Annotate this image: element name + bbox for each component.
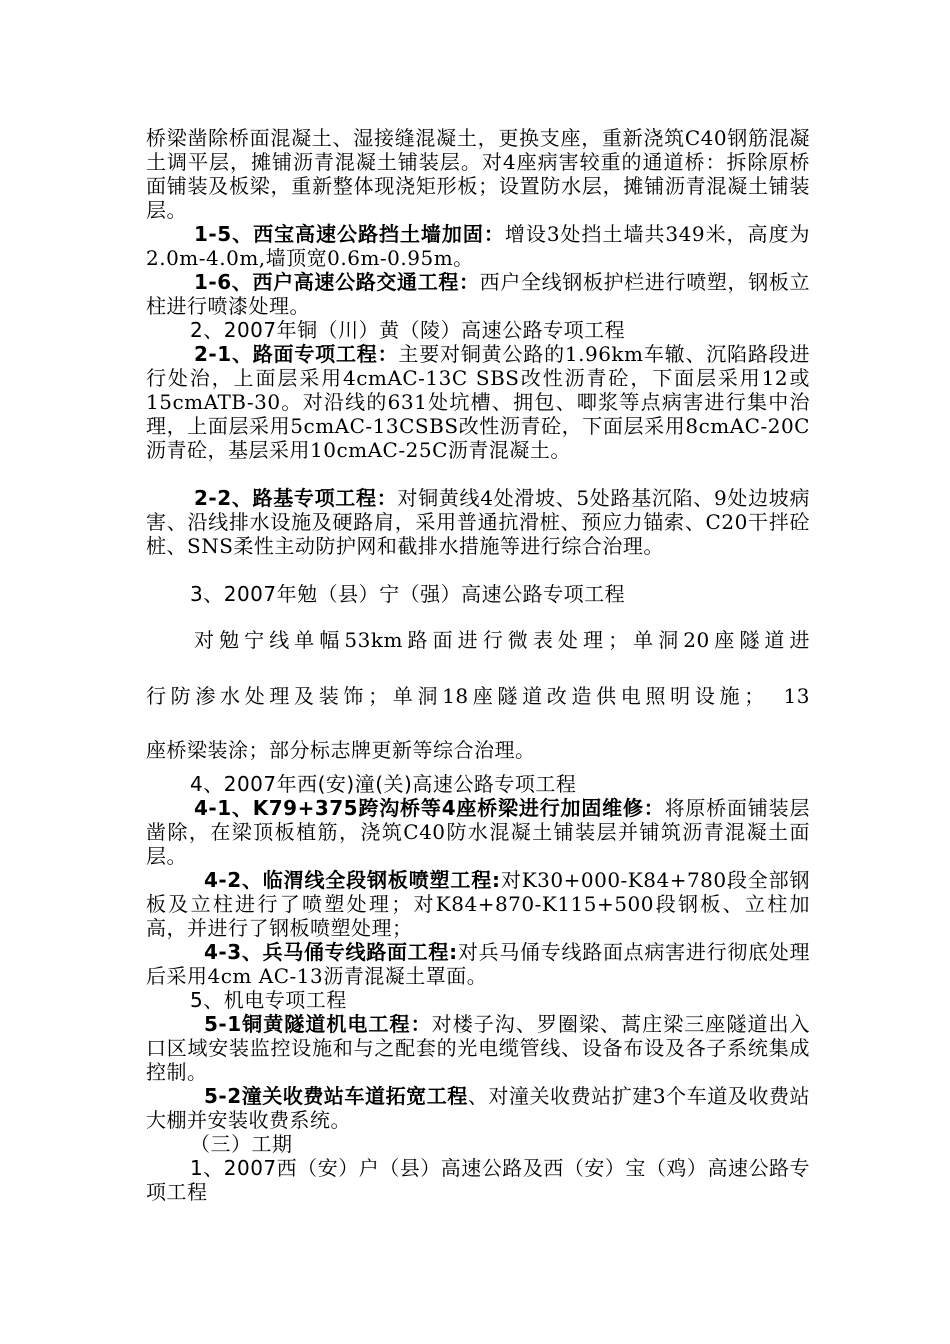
item-text: 主要对铜黄公路的1.96km车辙、沉陷路段进行处治，上面层采用4cmAC-13C SBS改性沥青砼，下面层采用12或15cmATB-30。对沿线的631处坑槽、拥包、唧浆等点病害进行集中治理，上面层采用5cmAC-13CSBS改性沥青砼，下面层采用8cmAC-20C沥青砼，基层采用10cmAC-25C沥青混凝土。 bbox=[146, 342, 810, 462]
item-text: 增设3处挡土墙共349米，高度为2.0m-4.0m,墙顶宽0.6m-0.95m。 bbox=[146, 222, 810, 270]
paragraph-4-2 bbox=[146, 868, 810, 940]
section-heading-schedule-1: 1、2007西（安）户（县）高速公路及西（安）宝（鸡）高速公路专项工程 bbox=[146, 1156, 810, 1204]
item-heading: 1-5、西宝高速公路挡土墙加固： bbox=[194, 222, 505, 246]
paragraph-text: 桥梁凿除桥面混凝土、湿接缝混凝土，更换支座，重新浇筑C40钢筋混凝土调平层，摊铺沥青混凝土铺装层。对4座病害较重的通道桥：拆除原桥面铺装及板梁，重新整体现浇矩形板；设置防水层，摊铺沥青混凝土铺装层。 bbox=[146, 126, 810, 222]
paragraph-4-1 bbox=[146, 796, 810, 868]
item-text: 、对潼关收费站扩建3个车道及收费站大棚并安装收费系统。 bbox=[146, 1084, 810, 1132]
item-text: 对楼子沟、罗圈梁、蒿庄梁三座隧道出入口区域安装监控设施和与之配套的光电缆管线、设备布设及各子系统集成控制。 bbox=[146, 1012, 810, 1084]
paragraph-5-1 bbox=[146, 1012, 810, 1084]
item-heading: 2-2、路基专项工程： bbox=[194, 486, 398, 510]
section-heading-5: 5、机电专项工程 bbox=[190, 988, 347, 1012]
section-heading-schedule: （三）工期 bbox=[190, 1132, 293, 1156]
item-heading: 5-2潼关收费站车道拓宽工程 bbox=[204, 1084, 468, 1108]
item-heading: 2-1、路面专项工程： bbox=[194, 342, 399, 366]
section-heading-3: 3、2007年勉（县）宁（强）高速公路专项工程 bbox=[190, 582, 626, 606]
item-text: 对K30+000-K84+780段全部钢板及立柱进行了喷塑处理；对K84+870-K115+500段钢板、立柱加高，并进行了钢板喷塑处理； bbox=[146, 868, 810, 940]
item-text: 西户全线钢板护栏进行喷塑，钢板立柱进行喷漆处理。 bbox=[146, 270, 811, 318]
item-text: 对铜黄线4处滑坡、5处路基沉陷、9处边坡病害、沿线排水设施及硬路肩，采用普通抗滑桩、预应力锚索、C20干拌砼桩、SNS柔性主动防护网和截排水措施等进行综合治理。 bbox=[146, 486, 810, 558]
paragraph-2-1 bbox=[146, 342, 810, 462]
paragraph-3-line-1: 对勉宁线单幅53km路面进行微表处理；单洞20座隧道进 bbox=[194, 628, 810, 652]
item-heading: 5-1铜黄隧道机电工程： bbox=[204, 1012, 432, 1036]
section-heading-4: 4、2007年西(安)潼(关)高速公路专项工程 bbox=[190, 772, 577, 796]
paragraph-2-2 bbox=[146, 486, 810, 558]
paragraph-4-3 bbox=[146, 940, 810, 988]
paragraph-3-line-3: 座桥梁装涂；部分标志牌更新等综合治理。 bbox=[146, 738, 536, 762]
paragraph-3-line-2: 行防渗水处理及装饰；单洞18座隧道改造供电照明设施； 13 bbox=[146, 684, 810, 708]
item-text: 对兵马俑专线路面点病害进行彻底处理后采用4cm AC-13沥青混凝土罩面。 bbox=[146, 940, 811, 988]
item-text: 将原桥面铺装层凿除，在梁顶板植筋，浇筑C40防水混凝土铺装层并铺筑沥青混凝土面层。 bbox=[146, 796, 810, 868]
paragraph-5-2 bbox=[146, 1084, 810, 1132]
item-heading: 4-3、兵马俑专线路面工程: bbox=[204, 940, 458, 964]
item-heading: 4-2、临渭线全段钢板喷塑工程: bbox=[204, 868, 501, 892]
paragraph-1-6 bbox=[146, 270, 810, 318]
item-heading: 4-1、K79+375跨沟桥等4座桥梁进行加固维修： bbox=[194, 796, 665, 820]
paragraph-1-5 bbox=[146, 222, 810, 270]
section-heading-2: 2、2007年铜（川）黄（陵）高速公路专项工程 bbox=[190, 318, 626, 342]
paragraph-bridge-repair bbox=[146, 126, 810, 222]
item-heading: 1-6、西户高速公路交通工程： bbox=[194, 270, 480, 294]
